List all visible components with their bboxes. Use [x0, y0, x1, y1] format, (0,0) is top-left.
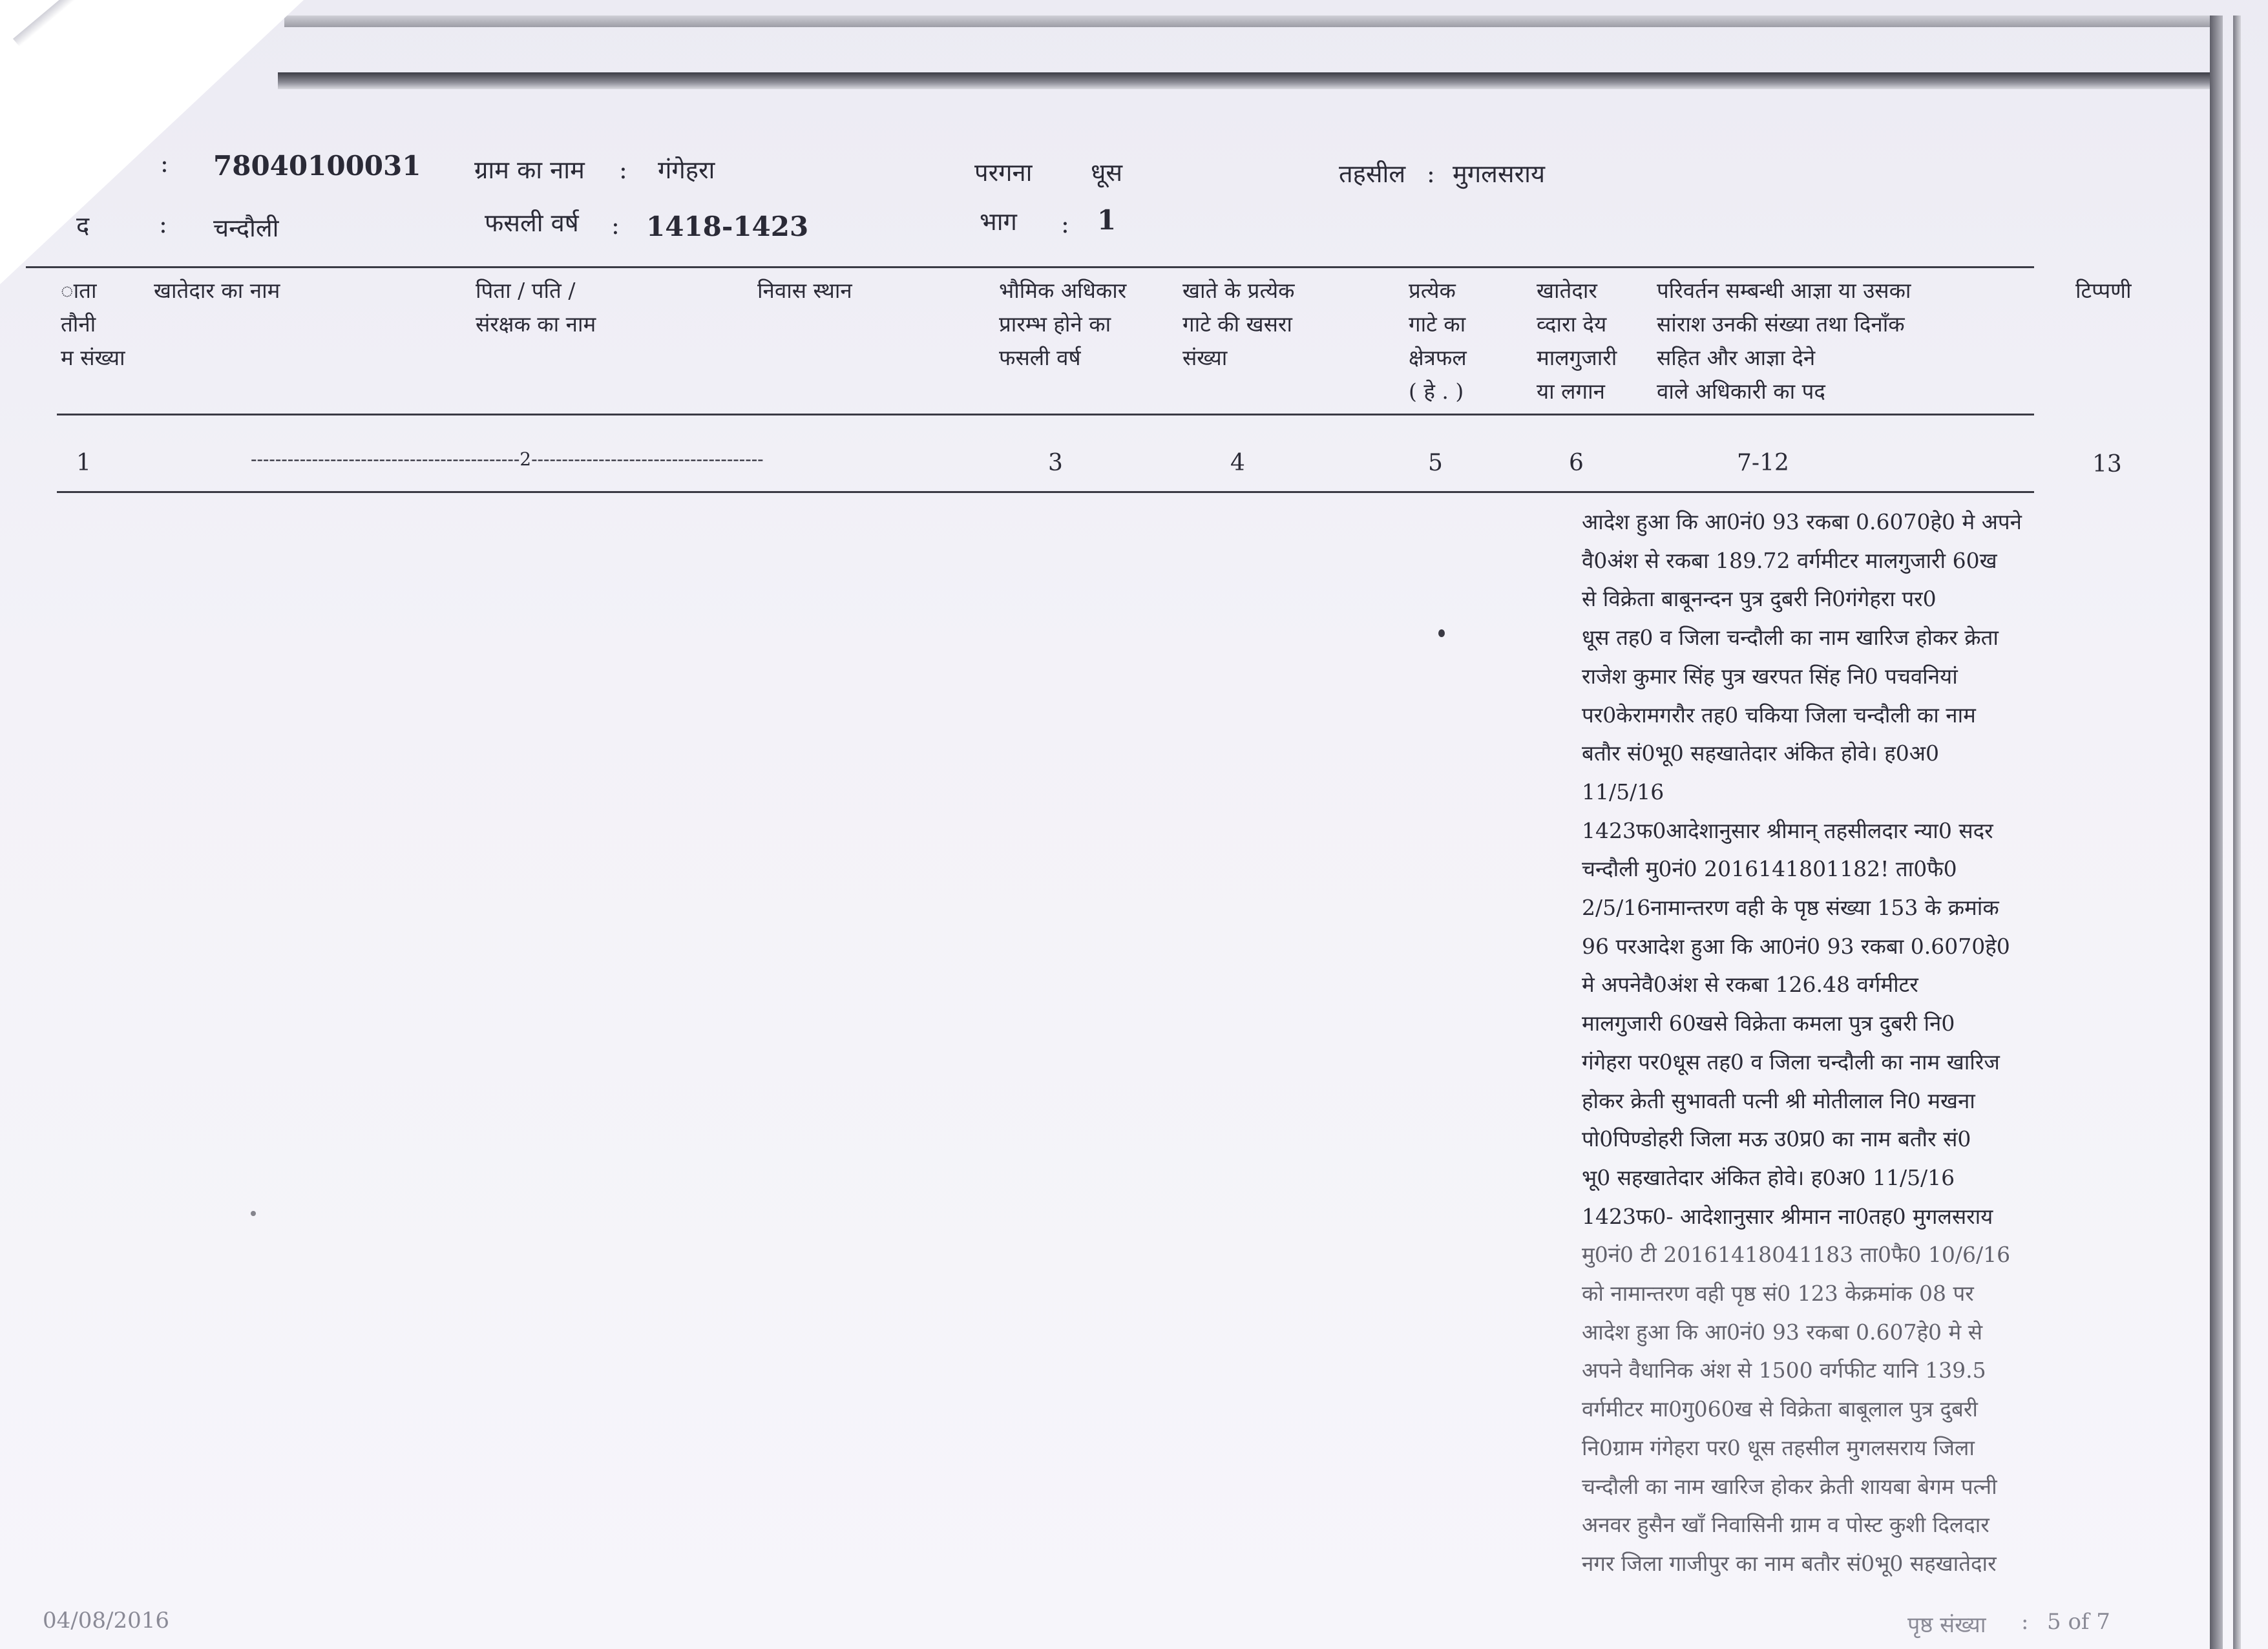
remarks-line: नगर जिला गाजीपुर का नाम बतौर सं0भू0 सहखातेदार — [1582, 1550, 1997, 1576]
col-number-5: 5 — [1428, 450, 1443, 476]
remarks-line: 11/5/16 — [1582, 779, 1664, 804]
remarks-line: 1423फ0- आदेशानुसार श्रीमान ना0तह0 मुगलसराय — [1582, 1203, 1993, 1229]
tehsil-name: मुगलसराय — [1453, 160, 1545, 188]
remarks-line: अपने वैधानिक अंश से 1500 वर्गफीट यानि 139.5 — [1582, 1358, 1986, 1383]
remarks-line: को नामान्तरण वही पृष्ठ सं0 123 केक्रमांक 08 पर — [1582, 1281, 1974, 1307]
remarks-line: धूस तह0 व जिला चन्दौली का नाम खारिज होकर क्रेता — [1582, 625, 1999, 651]
col-number-4: 4 — [1230, 450, 1245, 476]
fasli-colon: : — [611, 211, 620, 240]
cut-label-2: द — [76, 211, 90, 240]
page-number-separator: : — [2021, 1609, 2029, 1635]
remarks-line: अनवर हुसैन खॉं निवासिनी ग्राम व पोस्ट कुशी दिलदार — [1582, 1512, 1990, 1538]
remarks-line: नि0ग्राम गंगेहरा पर0 धूस तहसील मुगलसराय जिला — [1582, 1434, 1975, 1460]
remarks-line: वै0अंश से रकबा 189.72 वर्गमीटर मालगुजारी 60ख — [1582, 547, 1997, 573]
fasli-label: फसली वर्ष — [485, 209, 579, 237]
col-number-1: 1 — [76, 450, 91, 476]
account-number: 78040100031 — [213, 150, 421, 182]
part-label: भाग — [980, 207, 1017, 236]
remarks-line: से विक्रेता बाबूनन्दन पुत्र दुबरी नि0गंगेहरा पर0 — [1582, 586, 1937, 612]
village-name: गंगेहरा — [658, 156, 715, 184]
remarks-line: मु0नं0 टी 20161418041183 ता0फै0 10/6/16 — [1582, 1242, 2011, 1268]
col-number-13: 13 — [2092, 451, 2122, 478]
remarks-line: 1423फ0आदेशानुसार श्रीमान् तहसीलदार न्या0 सदर — [1582, 817, 1993, 843]
part-number: 1 — [1097, 204, 1117, 236]
print-date: 04/08/2016 — [43, 1608, 169, 1633]
remarks-line: मे अपनेवै0अंश से रकबा 126.48 वर्गमीटर — [1582, 972, 1918, 998]
col-residence: निवास स्थान — [757, 278, 852, 303]
remarks-line: 96 परआदेश हुआ कि आ0नं0 93 रकबा 0.6070हे0 — [1582, 933, 2010, 959]
village-label: ग्राम का नाम — [474, 156, 585, 184]
remarks-line: आदेश हुआ कि आ0नं0 93 रकबा 0.607हे0 मे से — [1582, 1319, 1983, 1345]
page-edge-shadow — [278, 72, 2216, 89]
remarks-line: राजेश कुमार सिंह पुत्र खरपत सिंह नि0 पचवनियां — [1582, 663, 1958, 689]
cut-label-1: : — [160, 149, 169, 178]
remarks-line: 2/5/16नामान्तरण वही के पृष्ठ संख्या 153 के क्रमांक — [1582, 895, 1999, 921]
tehsil-label: तहसील — [1339, 160, 1406, 188]
col-khata-number: ाता तौनी म संख्या — [61, 278, 125, 370]
col-remarks: टिप्पणी — [2075, 278, 2132, 303]
page-edge-right-outer — [2233, 16, 2241, 1649]
pargana-name: धूस — [1091, 158, 1123, 187]
page-edge-top — [284, 16, 2216, 27]
col-number-3: 3 — [1048, 450, 1063, 476]
col-change-orders: परिवर्तन सम्बन्धी आज्ञा या उसका सांराश उनकी संख्या तथा दिनाँक सहित और आज्ञा देने वाले अधिकारी का पद — [1657, 278, 1911, 404]
fasli-year: 1418-1423 — [646, 211, 809, 242]
village-colon: : — [619, 156, 627, 184]
remarks-line: भू0 सहखातेदार अंकित होवे। ह0अ0 11/5/16 — [1582, 1164, 1955, 1190]
header-rule-top — [26, 266, 2034, 268]
ink-speck — [1438, 629, 1445, 637]
page-edge-right — [2210, 16, 2223, 1649]
col-holder-name: खातेदार का नाम — [154, 278, 280, 303]
district-colon: : — [159, 210, 167, 238]
remarks-line: पर0केरामगरौर तह0 चकिया जिला चन्दौली का नाम — [1582, 702, 1976, 728]
numbers-rule — [57, 491, 2034, 493]
remarks-line: गंगेहरा पर0धूस तह0 व जिला चन्दौली का नाम खारिज — [1582, 1049, 2000, 1075]
district-name: चन्दौली — [213, 214, 279, 242]
col-number-6: 6 — [1569, 450, 1584, 476]
remarks-line: आदेश हुआ कि आ0नं0 93 रकबा 0.6070हे0 मे अपने — [1582, 509, 2022, 534]
part-colon: : — [1061, 210, 1069, 238]
col-area: प्रत्येक गाटे का क्षेत्रफल ( हे . ) — [1409, 278, 1467, 404]
remarks-line: होकर क्रेती सुभावती पत्नी श्री मोतीलाल नि0 मखना — [1582, 1087, 1975, 1113]
page-number: 5 of 7 — [2047, 1609, 2110, 1635]
col-number-2: --------------------------------------------2-------------------------------------- — [251, 448, 764, 470]
remarks-line: वर्गमीटर मा0गु060ख से विक्रेता बाबूलाल पुत्र दुबरी — [1582, 1396, 1978, 1422]
remarks-line: चन्दौली मु0नं0 2016141801182! ता0फै0 — [1582, 856, 1957, 882]
remarks-line: मालगुजारी 60खसे विक्रेता कमला पुत्र दुबरी नि0 — [1582, 1011, 1955, 1036]
remarks-line: पो0पिण्डोहरी जिला मऊ उ0प्र0 का नाम बतौर सं0 — [1582, 1126, 1971, 1152]
tehsil-colon: : — [1427, 160, 1435, 188]
pargana-label: परगना — [974, 158, 1033, 187]
col-revenue: खातेदार व्दारा देय मालगुजारी या लगान — [1537, 278, 1617, 404]
ink-speck — [251, 1211, 256, 1216]
page-number-label: पृष्ठ संख्या — [1907, 1612, 1986, 1638]
col-rights-year: भौमिक अधिकार प्रारम्भ होने का फसली वर्ष — [999, 278, 1127, 370]
col-father-guardian: पिता / पति / संरक्षक का नाम — [476, 278, 596, 337]
header-rule-bottom — [57, 414, 2034, 415]
remarks-line: चन्दौली का नाम खारिज होकर क्रेती शायबा बेगम पत्नी — [1582, 1473, 1997, 1499]
col-number-7-12: 7-12 — [1737, 450, 1789, 476]
order-remarks-text — [1582, 503, 2053, 1583]
remarks-line: बतौर सं0भू0 सहखातेदार अंकित होवे। ह0अ0 — [1582, 740, 1939, 766]
col-khasra-number: खाते के प्रत्येक गाटे की खसरा संख्या — [1182, 278, 1295, 370]
